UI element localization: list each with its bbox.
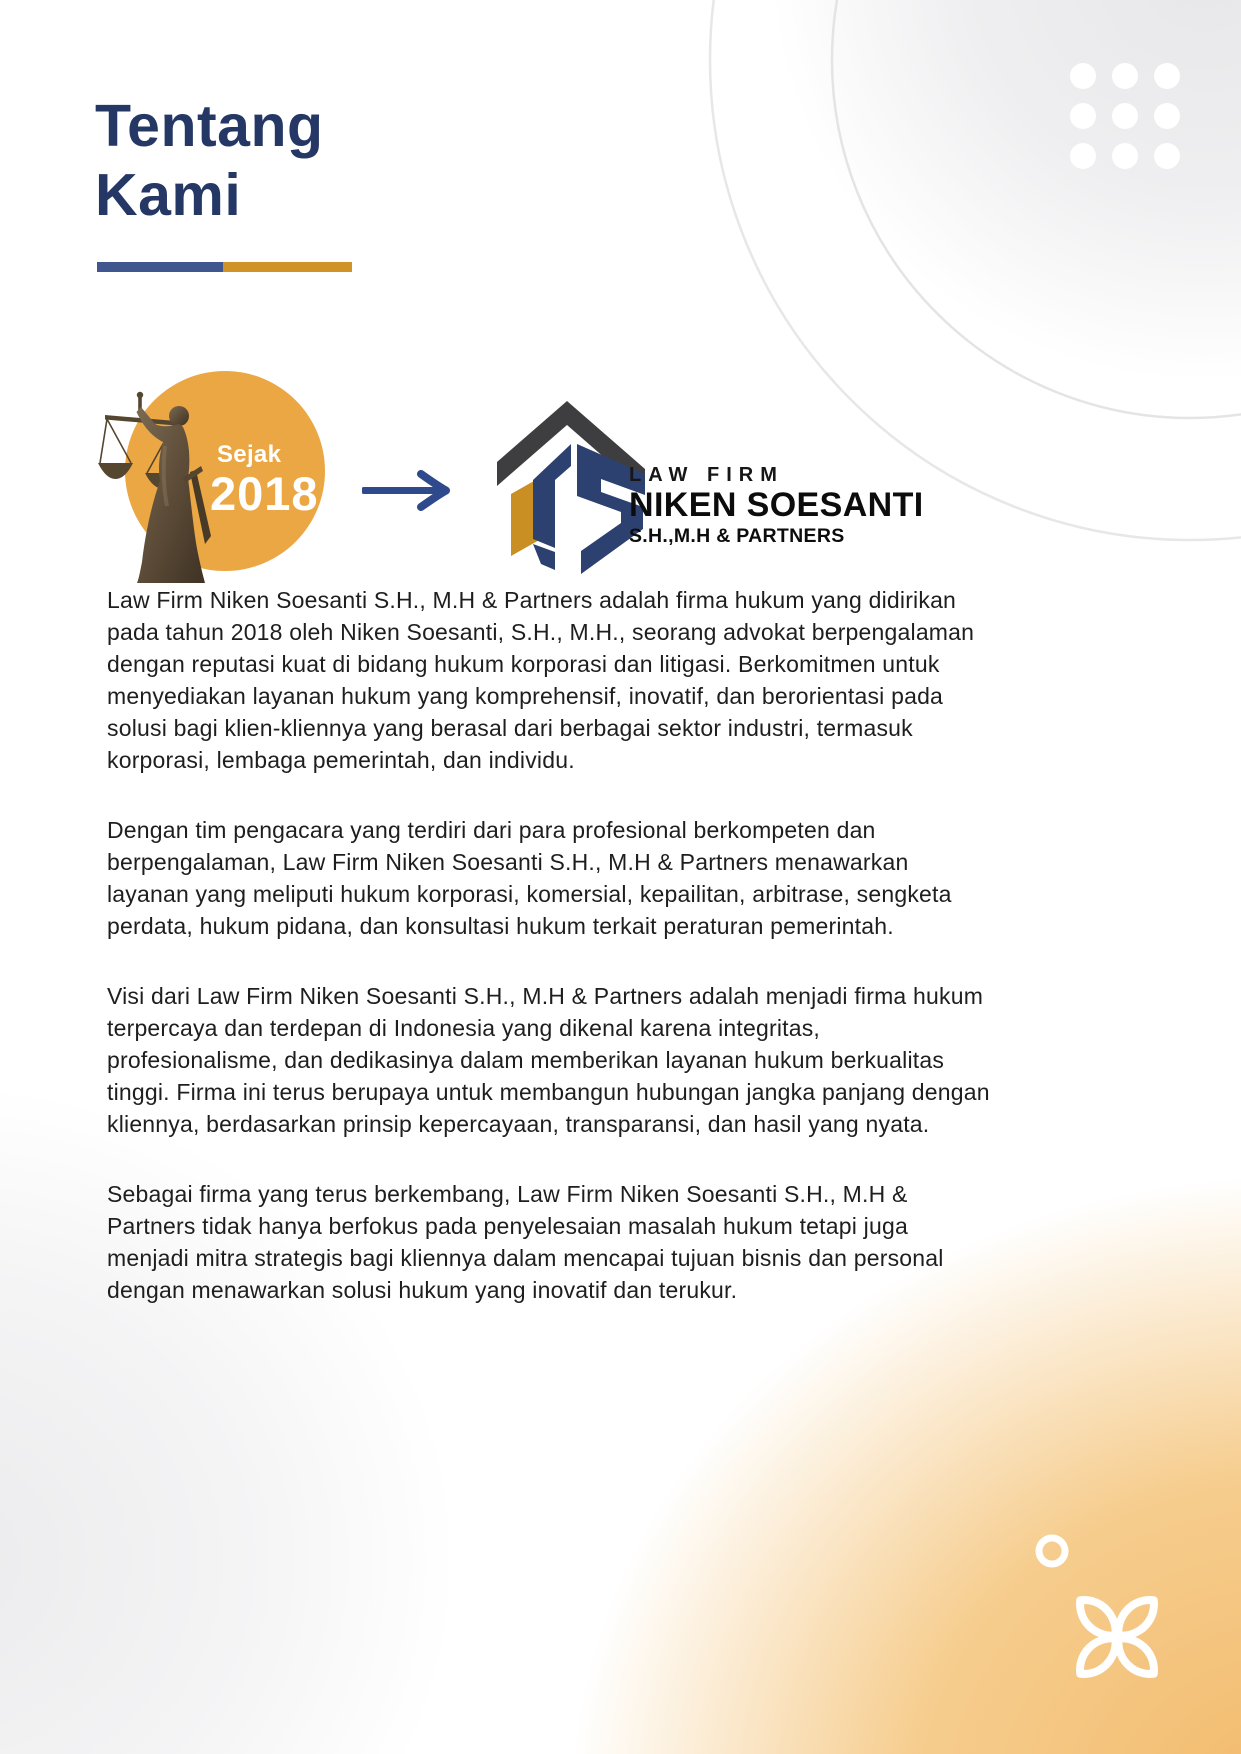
badge-label: Sejak [217,441,282,468]
underline-gold-segment [223,262,352,272]
badge-year: 2018 [210,467,319,520]
paragraph-2: Dengan tim pengacara yang terdiri dari para profesional berkompeten dan berpengalaman, Law Firm Niken Soesanti S.H., M.H & Partners menawarkan layanan yang meliputi hukum korporasi, komersial, kepailitan, arbitrase, sengketa perdata, hukum pidana, dan konsultasi hukum terkait peraturan pemerintah. [107,817,952,939]
paragraph-4: Sebagai firma yang terus berkembang, Law Firm Niken Soesanti S.H., M.H & Partners tidak hanya berfokus pada penyelesaian masalah hukum tetapi juga menjadi mitra strategis bagi kliennya dalam mencapai tujuan bisnis dan personal dengan menawarkan solusi hukum yang inovatif dan terukur. [107,1181,944,1303]
law-firm-logo-icon [495,398,647,580]
title-line-1: Tentang [95,93,324,159]
arrow-right-icon [362,468,457,513]
paragraph-1: Law Firm Niken Soesanti S.H., M.H & Partners adalah firma hukum yang didirikan pada tahun 2018 oleh Niken Soesanti, S.H., M.H., seorang advokat berpengalaman dengan reputasi kuat di bidang hukum korporasi dan litigasi. Berkomitmen untuk menyediakan layanan hukum yang komprehensif, inovatif, dan berorientasi pada solusi bagi klien-kliennya yang berasal dari berbagai sektor industri, termasuk korporasi, lembaga pemerintah, dan individu. [107,587,975,773]
ring-decoration [1039,1538,1065,1564]
page-title [95,92,324,230]
lady-justice-statue-image [95,386,220,586]
logo-firm-name: NIKEN SOESANTI [629,486,924,524]
logo-firm-type: LAW FIRM [629,464,784,486]
underline-blue-segment [97,262,223,272]
about-text [107,584,995,1344]
title-line-2: Kami [95,162,242,229]
logo-firm-suffix: S.H.,M.H & PARTNERS [629,524,845,547]
law-firm-logo-text [629,464,924,548]
paragraph-3: Visi dari Law Firm Niken Soesanti S.H., M.H & Partners adalah menjadi firma hukum terpercaya dan terdepan di Indonesia yang dikenal karena integritas, profesionalisme, dan dedikasinya dalam memberikan layanan hukum berkualitas tinggi. Firma ini terus berupaya untuk membangun hubungan jangka panjang dengan kliennya, berdasarkan prinsip kepercayaan, transparansi, dan hasil yang nyata. [107,983,990,1137]
statue-figure [137,406,212,583]
flower-decoration [1072,1592,1163,1683]
dots-grid-decoration [1070,63,1180,169]
concentric-circles-decoration [710,0,1241,540]
title-underline [97,262,352,272]
